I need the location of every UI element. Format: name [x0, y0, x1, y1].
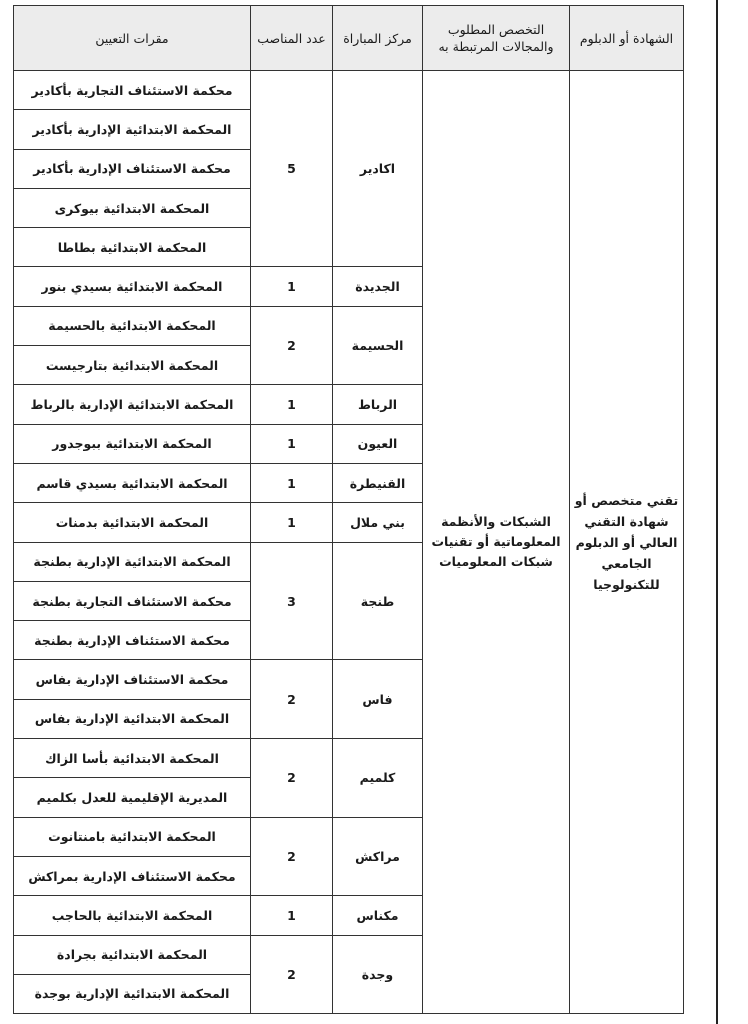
- center-cell: وجدة: [333, 935, 423, 1014]
- court-cell: المحكمة الابتدائية بدمنات: [14, 503, 251, 542]
- count-cell: 1: [251, 267, 333, 306]
- center-cell: القنيطرة: [333, 463, 423, 502]
- court-cell: محكمة الاستئناف التجارية بطنجة: [14, 581, 251, 620]
- margin-line: [716, 0, 718, 1024]
- courts-header: مقرات التعيين: [14, 6, 251, 71]
- count-cell: 2: [251, 817, 333, 896]
- court-cell: المحكمة الابتدائية بطاطا: [14, 228, 251, 267]
- center-cell: الرباط: [333, 385, 423, 424]
- court-cell: محكمة الاستئناف الإدارية بطنجة: [14, 621, 251, 660]
- count-cell: 2: [251, 660, 333, 739]
- specialty-header: التخصص المطلوب والمجالات المرتبطة به: [423, 6, 570, 71]
- court-cell: المحكمة الابتدائية الإدارية بطنجة: [14, 542, 251, 581]
- center-cell: بني ملال: [333, 503, 423, 542]
- court-cell: محكمة الاستئناف الإدارية بمراكش: [14, 856, 251, 895]
- court-cell: المحكمة الابتدائية بسيدي بنور: [14, 267, 251, 306]
- center-cell: مراكش: [333, 817, 423, 896]
- court-cell: محكمة الاستئناف الإدارية بأكادير: [14, 149, 251, 188]
- court-cell: المحكمة الابتدائية الإدارية بفاس: [14, 699, 251, 738]
- table-row: [14, 71, 684, 110]
- count-cell: 5: [251, 71, 333, 267]
- center-cell: اكادير: [333, 71, 423, 267]
- court-cell: محكمة الاستئناف التجارية بأكادير: [14, 71, 251, 110]
- center-cell: كلميم: [333, 739, 423, 818]
- center-cell: العيون: [333, 424, 423, 463]
- court-cell: المحكمة الابتدائية بالحسيمة: [14, 306, 251, 345]
- header-row: [14, 6, 684, 71]
- center-cell: الحسيمة: [333, 306, 423, 385]
- court-cell: محكمة الاستئناف الإدارية بفاس: [14, 660, 251, 699]
- count-cell: 1: [251, 503, 333, 542]
- court-cell: المحكمة الابتدائية الإدارية بأكادير: [14, 110, 251, 149]
- court-cell: المحكمة الابتدائية بامنتانوت: [14, 817, 251, 856]
- count-header: عدد المناصب: [251, 6, 333, 71]
- positions-table: [13, 5, 684, 1014]
- court-cell: المديرية الإقليمية للعدل بكلميم: [14, 778, 251, 817]
- court-cell: المحكمة الابتدائية الإدارية بوجدة: [14, 974, 251, 1013]
- court-cell: المحكمة الابتدائية ببوجدور: [14, 424, 251, 463]
- court-cell: المحكمة الابتدائية بسيدي قاسم: [14, 463, 251, 502]
- count-cell: 1: [251, 896, 333, 935]
- center-header: مركز المباراة: [333, 6, 423, 71]
- center-cell: الجديدة: [333, 267, 423, 306]
- degree-cell: تقني متخصص أو شهادة التقني العالي أو الدبلوم الجامعي للتكنولوجيا: [570, 71, 684, 1014]
- count-cell: 1: [251, 424, 333, 463]
- court-cell: المحكمة الابتدائية بأسا الزاك: [14, 739, 251, 778]
- court-cell: المحكمة الابتدائية بالحاجب: [14, 896, 251, 935]
- court-cell: المحكمة الابتدائية بجرادة: [14, 935, 251, 974]
- degree-header: الشهادة أو الدبلوم: [570, 6, 684, 71]
- court-cell: المحكمة الابتدائية بتارجيست: [14, 346, 251, 385]
- court-cell: المحكمة الابتدائية الإدارية بالرباط: [14, 385, 251, 424]
- specialty-cell: الشبكات والأنظمة المعلوماتية أو تقنيات شبكات المعلوميات: [423, 71, 570, 1014]
- count-cell: 1: [251, 463, 333, 502]
- center-cell: مكناس: [333, 896, 423, 935]
- center-cell: فاس: [333, 660, 423, 739]
- center-cell: طنجة: [333, 542, 423, 660]
- count-cell: 2: [251, 306, 333, 385]
- table-body: [14, 71, 684, 1014]
- count-cell: 2: [251, 739, 333, 818]
- court-cell: المحكمة الابتدائية بيوكرى: [14, 188, 251, 227]
- count-cell: 2: [251, 935, 333, 1014]
- count-cell: 1: [251, 385, 333, 424]
- count-cell: 3: [251, 542, 333, 660]
